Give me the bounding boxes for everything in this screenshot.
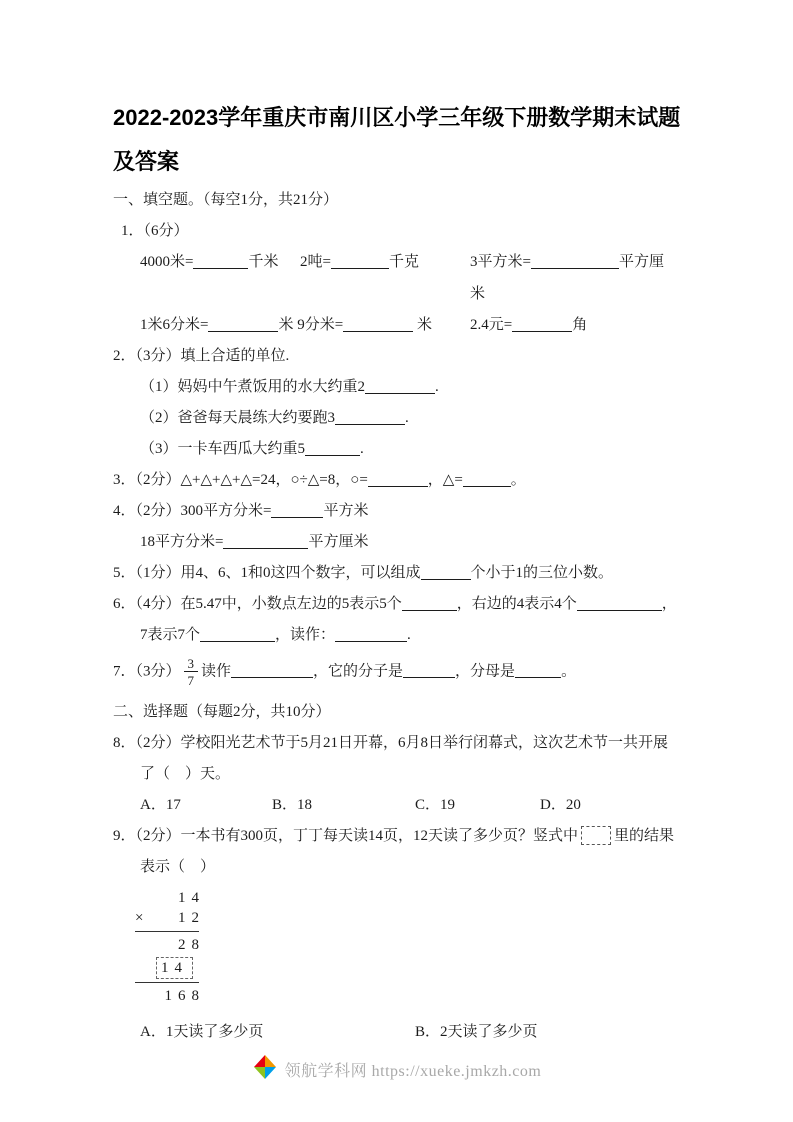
section1-header: 一、填空题。（每空1分，共21分） [113, 192, 339, 208]
page-footer [0, 1054, 793, 1085]
q2-sub2-text: （2）爸爸每天晨练大约要跑3 [140, 410, 336, 426]
multiply-sign: × [135, 910, 144, 926]
answer-blank [331, 255, 389, 269]
q6-line2-mid: ，读作： [275, 627, 336, 643]
q9-option-b: B．2天读了多少页 [415, 1024, 538, 1040]
q1-item-yuan-pre: 2.4元= [470, 317, 513, 333]
answer-blank [335, 411, 405, 425]
q1-item-2t [300, 252, 470, 305]
answer-blank [368, 473, 428, 487]
q1-item-9dm-pre: 米 9分米= [278, 317, 344, 333]
q7-label: 7．（3分） [113, 663, 181, 680]
q1-item-9dm-unit: 米 [413, 317, 432, 333]
q8-line2: 了（ ）天。 [140, 766, 231, 782]
q4-line1 [113, 501, 681, 522]
vertical-multiplication [135, 888, 205, 1006]
mult-multiplicand-digits: 14 [178, 890, 205, 906]
q2-label: 2．（3分）填上合适的单位. [113, 348, 290, 364]
answer-blank [421, 566, 471, 580]
q1-item-3sqm-pre: 3平方米= [470, 254, 531, 270]
answer-blank [577, 597, 662, 611]
q6-line1 [113, 594, 681, 615]
answer-blank [403, 664, 455, 678]
q9-options [113, 1022, 681, 1043]
q6-line2-pre: 7表示7个 [140, 627, 201, 643]
q1-label: 1．（6分） [121, 223, 189, 239]
q2-sub2-period: . [405, 410, 409, 426]
q9-option-a: A．1天读了多少页 [140, 1024, 264, 1040]
answer-blank [463, 473, 511, 487]
q1-row2 [113, 315, 681, 336]
q6-line2-post: . [407, 627, 411, 643]
answer-blank [335, 628, 407, 642]
q1-item-yuan [470, 315, 681, 336]
answer-blank [402, 597, 457, 611]
mult-multiplier-digits: 12 [178, 910, 205, 926]
q4-line1-unit: 平方米 [323, 503, 369, 519]
q1-item-meters [140, 315, 470, 336]
mult-multiplicand [135, 888, 205, 908]
q1-item-4000m-pre: 4000米= [140, 254, 194, 270]
q7-text-1: 读作 [201, 663, 232, 680]
q2-sub3 [113, 439, 681, 460]
answer-blank [231, 664, 313, 678]
q2-sub1-text: （1）妈妈中午煮饭用的水大约重2 [140, 379, 366, 395]
q2-sub3-text: （3）一卡车西瓜大约重5 [140, 441, 306, 457]
answer-blank [512, 318, 572, 332]
q3-text-pre: 3．（2分）△+△+△+△=24，○÷△=8，○= [113, 472, 368, 488]
q7-line [113, 656, 681, 688]
q9-line2: 表示（ ） [140, 859, 216, 875]
q8-options [113, 795, 681, 816]
q4-line2-pre: 18平方分米= [140, 534, 224, 550]
answer-blank [365, 380, 435, 394]
q2-sub2 [113, 408, 681, 429]
q3-text-mid: ，△= [427, 472, 463, 488]
answer-blank [208, 318, 278, 332]
q2-sub1 [113, 377, 681, 398]
answer-blank [200, 628, 275, 642]
q7-text-3: ，分母是 [455, 663, 516, 680]
q1-item-3sqm [470, 252, 681, 305]
fraction-three-sevenths [184, 656, 199, 688]
fraction-denominator: 7 [187, 673, 195, 688]
fraction-numerator: 3 [184, 656, 199, 672]
answer-blank [271, 504, 323, 518]
mult-partial-2-dashed-box: 14 [156, 957, 193, 979]
dashed-answer-box [581, 826, 611, 845]
answer-blank [223, 535, 308, 549]
q4-line2 [113, 532, 681, 553]
q6-line1-post: ， [661, 596, 677, 612]
q5-text-pre: 5．（1分）用4、6、1和0这四个数字，可以组成 [113, 565, 421, 581]
q3-text-post: 。 [510, 472, 526, 488]
q7-text-4: 。 [561, 663, 577, 680]
q1-item-2t-unit: 千克 [388, 254, 419, 270]
q7-text-2: ，它的分子是 [313, 663, 404, 680]
q8-line1: 8．（2分）学校阳光艺术节于5月21日开幕，6月8日举行闭幕式，这次艺术节一共开展 [113, 735, 669, 751]
q1-item-3sqm-line1 [470, 252, 681, 273]
q4-line1-pre: 4．（2分）300平方分米= [113, 503, 272, 519]
answer-blank [515, 664, 561, 678]
q1-row1 [113, 252, 681, 305]
q6-line2 [113, 625, 681, 646]
answer-blank [193, 255, 248, 269]
q6-line1-mid: ，右边的4表示4个 [456, 596, 577, 612]
q9-line1 [113, 826, 681, 847]
q1-item-1m6dm-pre: 1米6分米= [140, 317, 209, 333]
mult-partial-1-digits: 28 [178, 937, 205, 953]
q6-line1-pre: 6．（4分）在5.47中，小数点左边的5表示5个 [113, 596, 402, 612]
q1-item-4000m-unit: 千米 [248, 254, 279, 270]
section2-header: 二、选择题（每题2分，共10分） [113, 704, 331, 720]
q9-line1-post: 里的结果 [614, 828, 675, 844]
q1-item-4000m [140, 252, 300, 305]
q8-option-c: C．19 [415, 797, 456, 813]
q1-item-3sqm-unit-part1: 平方厘 [618, 254, 664, 270]
q3-line [113, 470, 681, 491]
q4-line2-unit: 平方厘米 [308, 534, 369, 550]
q1-item-yuan-unit: 角 [572, 317, 588, 333]
mult-product [135, 986, 205, 1006]
exam-title: 2022-2023学年重庆市南川区小学三年级下册数学期末试题及答案 [113, 105, 681, 174]
q5-line [113, 563, 681, 584]
mult-product-digits: 168 [164, 988, 205, 1004]
q1-item-3sqm-unit-part2: 米 [470, 286, 486, 302]
mult-partial-product-2 [135, 957, 199, 979]
answer-blank [305, 442, 360, 456]
mult-rule-bottom [135, 982, 199, 983]
answer-blank [343, 318, 413, 332]
mult-partial-product-1 [135, 935, 205, 955]
answer-blank [531, 255, 619, 269]
q8-option-b: B．18 [272, 797, 313, 813]
q8-option-d: D．20 [540, 797, 581, 813]
q2-sub3-period: . [360, 441, 364, 457]
q9-line1-pre: 9．（2分）一本书有300页，丁丁每天读14页，12天读了多少页？竖式中 [113, 828, 579, 844]
q1-item-2t-pre: 2吨= [300, 254, 331, 270]
mult-rule-top [135, 931, 199, 932]
q8-option-a: A．17 [140, 797, 181, 813]
footer-text: 领航学科网 https://xueke.jmkzh.com [284, 1063, 542, 1080]
mult-multiplier-row [135, 908, 205, 928]
q2-sub1-period: . [435, 379, 439, 395]
q5-text-post: 个小于1的三位小数。 [470, 565, 614, 581]
xueke-logo-icon [252, 1054, 278, 1085]
